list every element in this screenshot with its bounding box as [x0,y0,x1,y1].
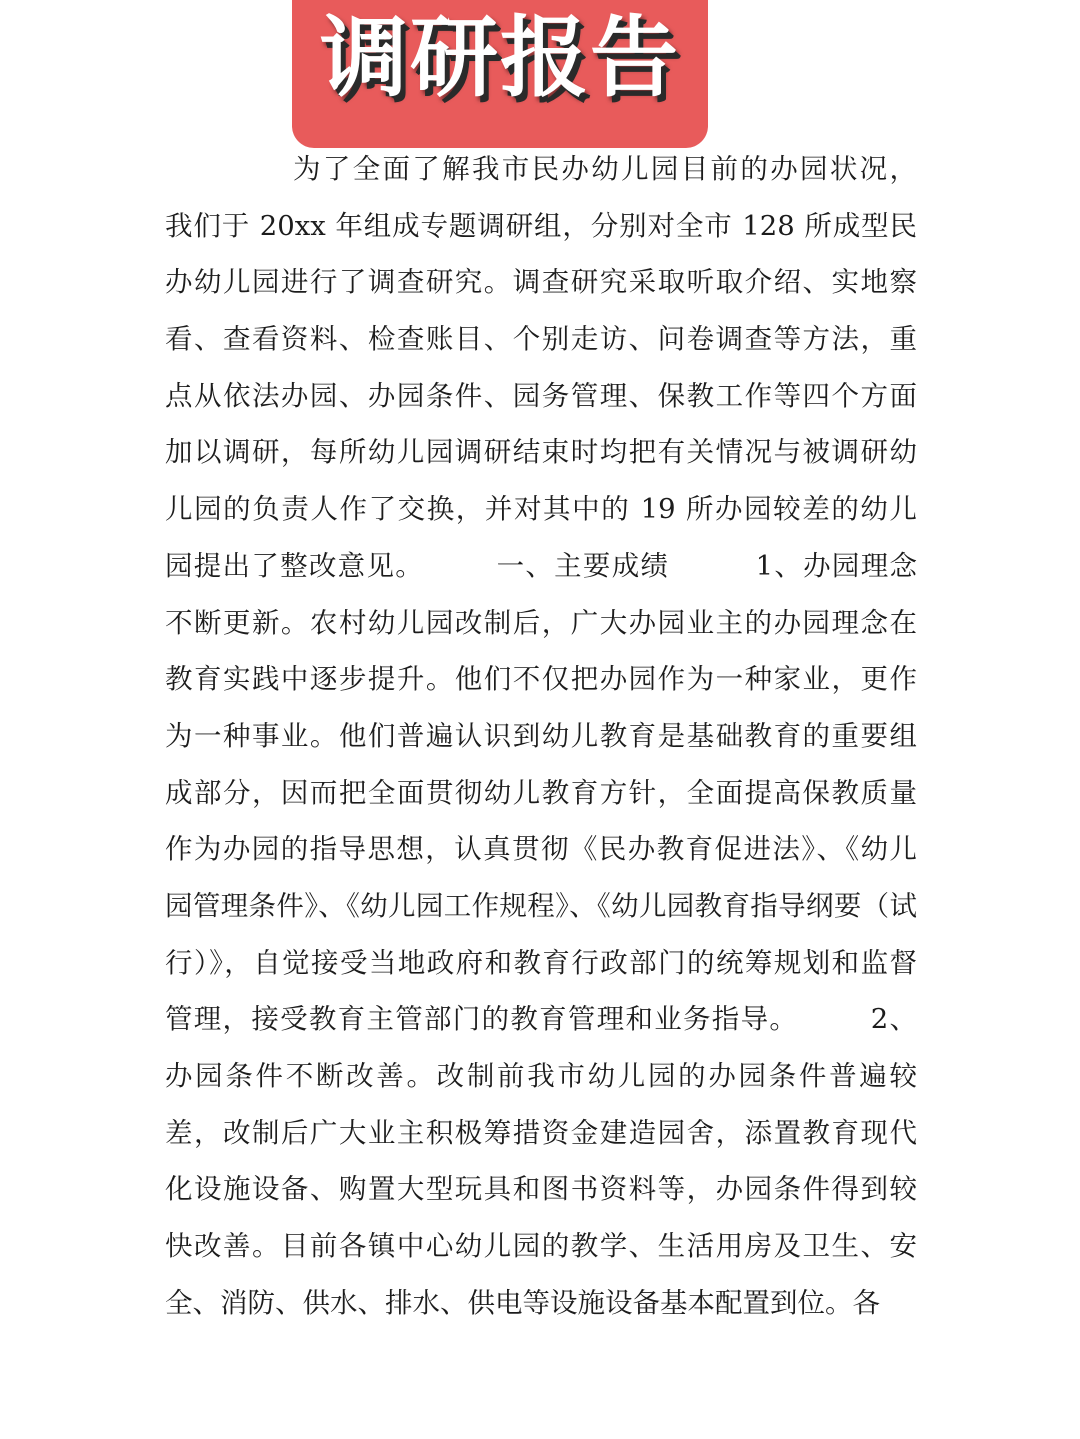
body-line-2: 我们于 20xx 年组成专题调研组，分别对全市 128 所成型民 [165,209,917,242]
body-line-20: 快改善。目前各镇中心幼儿园的教学、生活用房及卫生、安 [165,1230,917,1263]
title-banner [292,0,708,148]
body-line-10: 教育实践中逐步提升。他们不仅把办园作为一种家业，更作 [165,663,917,696]
body-line-8: 园提出了整改意见。 一、主要成绩 1、办园理念 [165,549,917,582]
body-line-1: 为了全面了解我市民办幼儿园目前的办园状况， [293,153,917,185]
report-body [165,141,917,1331]
body-line-12: 成部分，因而把全面贯彻幼儿教育方针，全面提高保教质量 [165,776,917,809]
body-line-3: 办幼儿园进行了调查研究。调查研究采取听取介绍、实地察 [165,266,917,299]
body-line-6: 加以调研，每所幼儿园调研结束时均把有关情况与被调研幼 [165,436,917,469]
body-line-13: 作为办园的指导思想，认真贯彻《民办教育促进法》、《幼儿 [165,833,917,866]
body-line-15: 行）》，自觉接受当地政府和教育行政部门的统筹规划和监督 [165,946,917,979]
body-line-5: 点从依法办园、办园条件、园务管理、保教工作等四个方面 [165,379,917,412]
body-line-4: 看、查看资料、检查账目、个别走访、问卷调查等方法，重 [165,323,917,356]
body-line-19: 化设施设备、购置大型玩具和图书资料等，办园条件得到较 [165,1173,917,1206]
body-line-14: 园管理条件》、《幼儿园工作规程》、《幼儿园教育指导纲要（试 [165,889,917,922]
page-title: 调研报告 [319,6,680,109]
body-line-18: 差，改制后广大业主积极筹措资金建造园舍，添置教育现代 [165,1116,917,1149]
body-line-11: 为一种事业。他们普遍认识到幼儿教育是基础教育的重要组 [165,719,917,752]
body-line-21: 全、消防、供水、排水、供电等设施设备基本配置到位。各 [165,1286,880,1319]
body-line-16: 管理，接受教育主管部门的教育管理和业务指导。 2、 [165,1003,917,1036]
body-line-17: 办园条件不断改善。改制前我市幼儿园的办园条件普遍较 [165,1060,917,1092]
body-line-7: 儿园的负责人作了交换，并对其中的 19 所办园较差的幼儿 [165,493,917,526]
body-line-9: 不断更新。农村幼儿园改制后，广大办园业主的办园理念在 [165,606,917,639]
